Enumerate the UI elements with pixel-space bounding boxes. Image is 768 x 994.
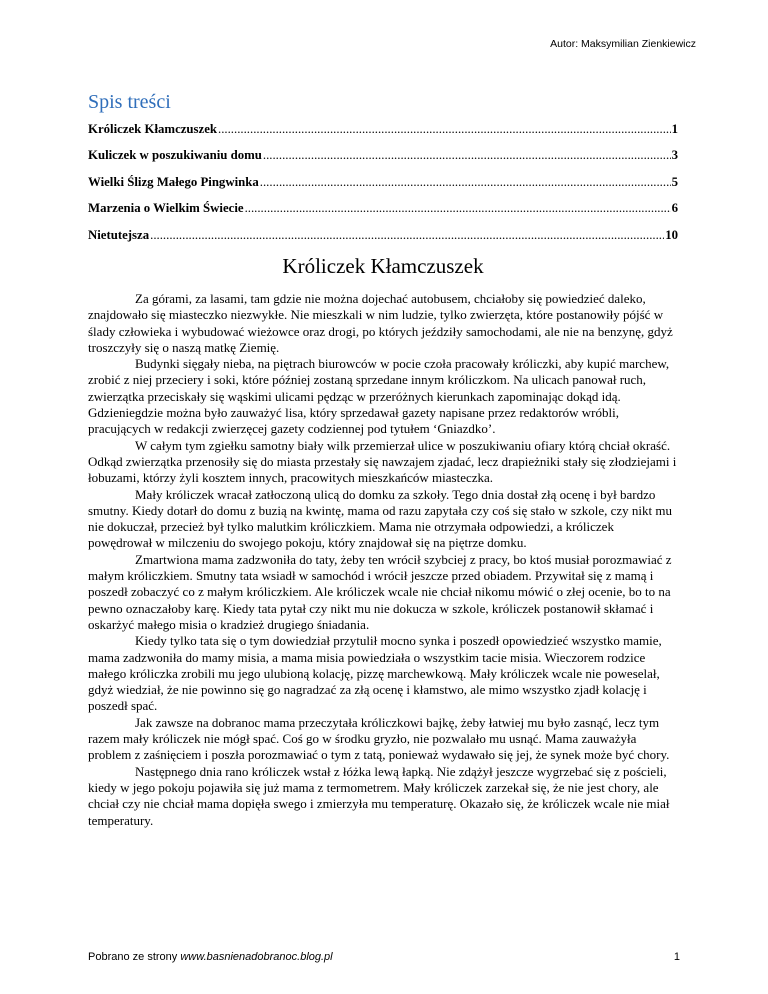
toc-title: Spis treści bbox=[88, 91, 171, 113]
toc-dot-leader bbox=[150, 227, 664, 243]
story-body bbox=[88, 291, 680, 829]
story-title: Króliczek Kłamczuszek bbox=[282, 254, 484, 278]
toc-dot-leader bbox=[245, 200, 671, 216]
author-line: Autor: Maksymilian Zienkiewicz bbox=[550, 38, 696, 50]
toc-dot-leader bbox=[218, 121, 671, 137]
toc-entry-title: Nietutejsza bbox=[88, 227, 150, 242]
toc-entry-page: 5 bbox=[671, 174, 678, 189]
page-number: 1 bbox=[673, 951, 680, 963]
story-paragraph: Za górami, za lasami, tam gdzie nie można dojechać autobusem, chciałoby się powiedzieć daleko, znajdowało się miasteczko niezwykłe. Nie mieszkali w nim ludzie, tylko zwierzęta, które postanowiły pójść w ślady człowieka i wybudować wieżowce oraz drogi, po których jeździły samochodami, ale nie na benzynę, gdyż troszczyły się o naszą matkę Ziemię. bbox=[88, 291, 673, 355]
toc-dot-leader bbox=[263, 147, 671, 163]
footer-site-link[interactable]: www.basnienadobranoc.blog.pl bbox=[180, 951, 333, 963]
story-paragraph: Mały króliczek wracał zatłoczoną ulicą do domku za szkoły. Tego dnia dostał złą ocenę i był bardzo smutny. Kiedy dotarł do domu z buzią na kwintę, mama od razu zapytała czy coś się stało w szkole, czy nikt mu nie dokuczał, przecież był tylko malutkim króliczkiem. Mama nie otrzymała odpowiedzi, a króliczek powędrował w milczeniu do swojego pokoju, który znajdował się na piętrze domku. bbox=[88, 486, 672, 551]
toc-dot-leader bbox=[260, 174, 671, 190]
story-paragraph: Zmartwiona mama zadzwoniła do taty, żeby ten wrócił szybciej z pracy, bo ktoś musiał porozmawiać z małym króliczkiem. Smutny tata wsiadł w samochód i wrócił jeszcze przed obiadem. Przywitał się z mamą i poszedł zobaczyć co z małym króliczkiem. Ale króliczek wcale nie chciał nikomu mówić o złej ocenie, bo to na pewno oznaczałoby karę. Kiedy tata pytał czy nikt mu nie dokucza w szkole, króliczek postanowił skłamać i oskarżyć małego misia o kradzież drugiego śniadania. bbox=[88, 551, 672, 632]
table-of-contents bbox=[88, 121, 678, 253]
story-paragraph: Jak zawsze na dobranoc mama przeczytała króliczkowi bajkę, żeby łatwiej mu było zasnąć, lecz tym razem mały króliczek nie mógł spać. Coś go w środku gryzło, nie pozwalało mu usnąć. Mama zauważyła problem z zaśnięciem i poszła porozmawiać o tym z tatą, ponieważ wydawało się jej, że synek może być chory. bbox=[88, 714, 670, 763]
toc-entry-pingwinek[interactable] bbox=[88, 174, 678, 200]
toc-entry-kroliczek[interactable] bbox=[88, 121, 678, 147]
toc-entry-kuliczek[interactable] bbox=[88, 147, 678, 173]
page-footer bbox=[88, 951, 680, 963]
toc-entry-page: 1 bbox=[671, 122, 678, 136]
footer-source bbox=[88, 951, 333, 963]
story-paragraph: W całym tym zgiełku samotny biały wilk przemierzał ulice w poszukiwaniu ofiary którą chciał okraść. Odkąd zwierzątka przenosiły się do miasta przestały się nawzajem zjadać, lecz drapieżniki stały się złodziejami i łobuzami, którzy żyli kosztem innych, pracowitych mieszkańców miasteczka. bbox=[88, 437, 677, 486]
footer-prefix: Pobrano ze strony bbox=[88, 951, 181, 963]
story-paragraph: Budynki sięgały nieba, na piętrach biurowców w pocie czoła pracowały króliczki, aby kupić marchew, zrobić z niej przeciery i soki, które później zostaną sprzedane innym króliczkom. Na ulicach panował ruch, zwierzątka przeciskały się wąskimi ulicami pędząc w przeróżnych kierunkach zapominając dokąd idą. Gdzieniegdzie można było zauważyć lisa, który sprzedawał gazety napisane przez redaktorów wróbli, pracujących w redakcji zwierzęcej gazety codziennej pod tytułem ‘Gniazdko’. bbox=[88, 356, 670, 437]
toc-entry-title: Króliczek Kłamczuszek bbox=[88, 122, 217, 136]
toc-entry-title: Marzenia o Wielkim Świecie bbox=[88, 201, 244, 216]
toc-entry-title: Kuliczek w poszukiwaniu domu bbox=[88, 148, 262, 163]
toc-entry-marzenia[interactable] bbox=[88, 200, 678, 226]
toc-entry-title: Wielki Ślizg Małego Pingwinka bbox=[88, 174, 259, 189]
toc-entry-page: 6 bbox=[671, 201, 678, 216]
story-paragraph: Kiedy tylko tata się o tym dowiedział przytulił mocno synka i poszedł opowiedzieć wszystko mamie, mama zadzwoniła do mamy misia, a mama misia powiedziała o wszystkim tacie misia. Wieczorem rodzice małego króliczka zrobili mu jego ulubioną kolację, pizzę marchewkową. Mały króliczek wcale nie poweselał, gdyż wiedział, że nie powinno się go nagradzać za złą ocenę i kłamstwo, ale mimo wszystko zjadł kolację i poszedł spać. bbox=[88, 633, 662, 714]
page-header bbox=[550, 38, 696, 50]
toc-entry-page: 10 bbox=[665, 227, 678, 242]
story-paragraph: Następnego dnia rano króliczek wstał z łóżka lewą łapką. Nie zdążył jeszcze wygrzebać się z pościeli, kiedy w jego pokoju pojawiła się już mama z termometrem. Mały króliczek zarzekał się, że nie jest chory, ale chciał czy nie chciał mama dopięła swego i zmierzyła mu temperaturę. Okazało się, że króliczek wcale nie miał temperatury. bbox=[88, 763, 670, 828]
toc-entry-nietutejsza[interactable] bbox=[88, 227, 678, 253]
toc-entry-page: 3 bbox=[671, 148, 678, 163]
